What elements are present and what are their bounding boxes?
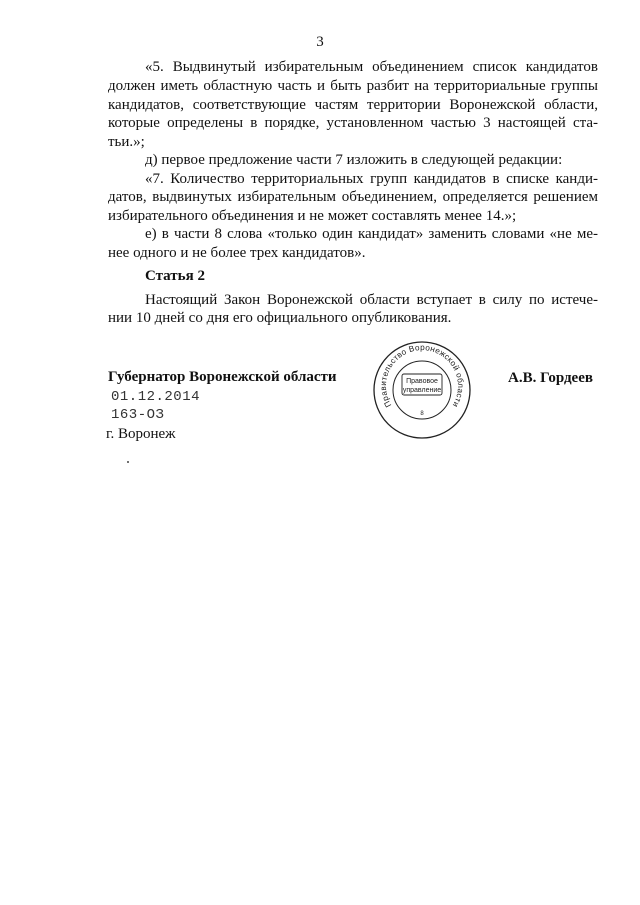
paragraph-line: «7. Количество территориальных групп кандидатов в списке канди-	[145, 171, 598, 187]
registration-date: 01.12.2014	[111, 389, 201, 405]
signer-position: Губернатор Воронежской области	[108, 369, 337, 385]
paragraph-line: избирательного объединения и не может составлять менее 14.»;	[108, 208, 517, 224]
paragraph-line: датов, выдвинутых избирательным объединением, определяется решением	[108, 189, 598, 205]
registration-city: г. Воронеж	[106, 426, 176, 442]
registration-number: 163-ОЗ	[111, 407, 165, 423]
scan-speck	[127, 461, 129, 463]
page-number: 3	[316, 34, 324, 50]
seal-inner-line2: управление	[402, 387, 442, 394]
paragraph-line: должен иметь областную часть и быть разбит на территориальные группы	[108, 78, 598, 94]
paragraph-line: д) первое предложение части 7 изложить в следующей редакции:	[145, 152, 563, 168]
seal-outer-text: Правительство Воронежской области	[378, 343, 466, 409]
paragraph-line: кандидатов, соответствующие частям территории Воронежской области,	[108, 97, 598, 113]
seal-inner-line1: Правовое	[406, 378, 438, 385]
article-line: Настоящий Закон Воронежской области вступает в силу по истече-	[145, 292, 598, 308]
official-seal	[372, 340, 472, 440]
signer-name: А.В. Гордеев	[508, 370, 593, 386]
article-line: нии 10 дней со дня его официального опубликования.	[108, 310, 452, 326]
paragraph-line: тьи.»;	[108, 134, 145, 150]
paragraph-line: «5. Выдвинутый избирательным объединением список кандидатов	[145, 59, 598, 75]
seal-mark: 8	[420, 411, 424, 417]
article-heading: Статья 2	[145, 268, 205, 284]
paragraph-line: нее одного и не более трех кандидатов».	[108, 245, 366, 261]
paragraph-line: е) в части 8 слова «только один кандидат» заменить словами «не ме-	[145, 226, 598, 242]
paragraph-line: которые определены в порядке, установленном частью 3 настоящей ста-	[108, 115, 598, 131]
